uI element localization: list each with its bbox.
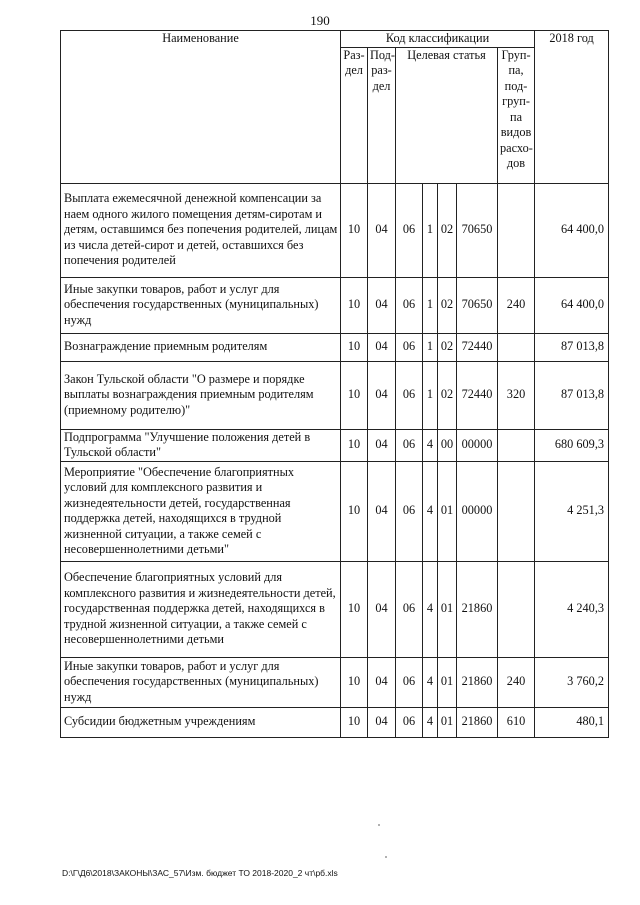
row-razdel: 10: [341, 657, 368, 707]
row-name: Выплата ежемесячной денежной компенсации за наем одного жилого помещения детям-сиротам и детям, оставшимся без попечения родителей, лицам из числа детей-сирот и детей, оставшихся без попечения родителей: [61, 183, 341, 277]
table-row: [61, 561, 609, 657]
row-podrazdel: 04: [368, 277, 396, 333]
row-name: Иные закупки товаров, работ и услуг для обеспечения государственных (муниципальных) нужд: [61, 277, 341, 333]
header-name: Наименование: [61, 31, 341, 184]
row-razdel: 10: [341, 361, 368, 429]
row-code-program: 06: [396, 707, 423, 737]
table-header: [61, 31, 609, 184]
row-code-event: 02: [438, 361, 457, 429]
row-code-program: 06: [396, 429, 423, 461]
row-podrazdel: 04: [368, 707, 396, 737]
row-code-event: 00: [438, 429, 457, 461]
table-row: [61, 333, 609, 361]
row-group: [498, 561, 535, 657]
header-podrazdel: Под- раз- дел: [368, 47, 396, 183]
row-code-direction: 21860: [457, 707, 498, 737]
row-group: 320: [498, 361, 535, 429]
row-razdel: 10: [341, 333, 368, 361]
header-year: 2018 год: [535, 31, 609, 184]
row-code-direction: 70650: [457, 277, 498, 333]
row-code-event: 01: [438, 461, 457, 561]
row-podrazdel: 04: [368, 657, 396, 707]
row-razdel: 10: [341, 183, 368, 277]
row-amount: 64 400,0: [535, 277, 609, 333]
row-amount: 480,1: [535, 707, 609, 737]
row-code-program: 06: [396, 361, 423, 429]
table-row: [61, 429, 609, 461]
footer-file-path: D:\Г\Д6\2018\ЗАКОНЫ\ЗАС_57\Изм. бюджет ТО 2018-2020_2 чт\рб.xls: [62, 868, 338, 878]
row-code-direction: 00000: [457, 461, 498, 561]
row-amount: 4 240,3: [535, 561, 609, 657]
row-name: Иные закупки товаров, работ и услуг для обеспечения государственных (муниципальных) нужд: [61, 657, 341, 707]
row-code-subprogram: 1: [423, 277, 438, 333]
row-amount: 87 013,8: [535, 361, 609, 429]
row-name: Вознаграждение приемным родителям: [61, 333, 341, 361]
budget-table: [60, 30, 609, 738]
row-code-event: 01: [438, 707, 457, 737]
row-code-event: 02: [438, 333, 457, 361]
row-code-subprogram: 1: [423, 183, 438, 277]
row-name: Обеспечение благоприятных условий для комплексного развития и жизнедеятельности детей, государственная поддержка детей, находящихся в трудной жизненной ситуации, а также семей с несовершеннолетними детьми: [61, 561, 341, 657]
row-code-direction: 70650: [457, 183, 498, 277]
row-group: 610: [498, 707, 535, 737]
row-razdel: 10: [341, 561, 368, 657]
table-row: [61, 277, 609, 333]
row-group: [498, 333, 535, 361]
row-code-event: 01: [438, 657, 457, 707]
row-code-program: 06: [396, 657, 423, 707]
row-code-subprogram: 4: [423, 561, 438, 657]
row-podrazdel: 04: [368, 561, 396, 657]
row-group: [498, 429, 535, 461]
row-code-program: 06: [396, 277, 423, 333]
row-code-subprogram: 4: [423, 657, 438, 707]
table-row: [61, 361, 609, 429]
row-code-direction: 21860: [457, 561, 498, 657]
row-razdel: 10: [341, 461, 368, 561]
row-code-subprogram: 4: [423, 707, 438, 737]
row-razdel: 10: [341, 707, 368, 737]
row-amount: 680 609,3: [535, 429, 609, 461]
row-amount: 4 251,3: [535, 461, 609, 561]
row-group: 240: [498, 277, 535, 333]
row-amount: 3 760,2: [535, 657, 609, 707]
table-row: [61, 461, 609, 561]
row-code-direction: 72440: [457, 333, 498, 361]
row-razdel: 10: [341, 429, 368, 461]
row-code-subprogram: 4: [423, 429, 438, 461]
table-row: [61, 657, 609, 707]
row-podrazdel: 04: [368, 429, 396, 461]
row-group: 240: [498, 657, 535, 707]
row-name: Закон Тульской области "О размере и порядке выплаты вознаграждения приемным родителям (приемному родителю)": [61, 361, 341, 429]
row-code-subprogram: 1: [423, 361, 438, 429]
header-target: Целевая статья: [396, 47, 498, 183]
row-podrazdel: 04: [368, 461, 396, 561]
row-code-subprogram: 4: [423, 461, 438, 561]
row-group: [498, 183, 535, 277]
row-code-subprogram: 1: [423, 333, 438, 361]
row-amount: 87 013,8: [535, 333, 609, 361]
row-code-direction: 00000: [457, 429, 498, 461]
row-code-direction: 21860: [457, 657, 498, 707]
row-amount: 64 400,0: [535, 183, 609, 277]
row-group: [498, 461, 535, 561]
row-code-event: 02: [438, 183, 457, 277]
row-code-program: 06: [396, 333, 423, 361]
row-name: Мероприятие "Обеспечение благоприятных условий для комплексного развития и жизнедеятельности детей, государственная поддержка детей, находящихся в трудной жизненной ситуации, а также семей с несовершеннолетними детьми": [61, 461, 341, 561]
header-razdel: Раз- дел: [341, 47, 368, 183]
header-group: Груп- па, под- груп- па видов расхо- дов: [498, 47, 535, 183]
row-code-direction: 72440: [457, 361, 498, 429]
row-code-program: 06: [396, 183, 423, 277]
row-podrazdel: 04: [368, 183, 396, 277]
header-code: Код классификации: [341, 31, 535, 48]
table-row: [61, 707, 609, 737]
row-code-event: 01: [438, 561, 457, 657]
scan-speck: [378, 824, 380, 826]
row-code-event: 02: [438, 277, 457, 333]
row-code-program: 06: [396, 461, 423, 561]
table-row: [61, 183, 609, 277]
row-podrazdel: 04: [368, 361, 396, 429]
row-name: Субсидии бюджетным учреждениям: [61, 707, 341, 737]
row-razdel: 10: [341, 277, 368, 333]
row-code-program: 06: [396, 561, 423, 657]
page-number: 190: [310, 13, 330, 28]
row-podrazdel: 04: [368, 333, 396, 361]
row-name: Подпрограмма "Улучшение положения детей в Тульской области": [61, 429, 341, 461]
scan-speck: [385, 856, 387, 858]
